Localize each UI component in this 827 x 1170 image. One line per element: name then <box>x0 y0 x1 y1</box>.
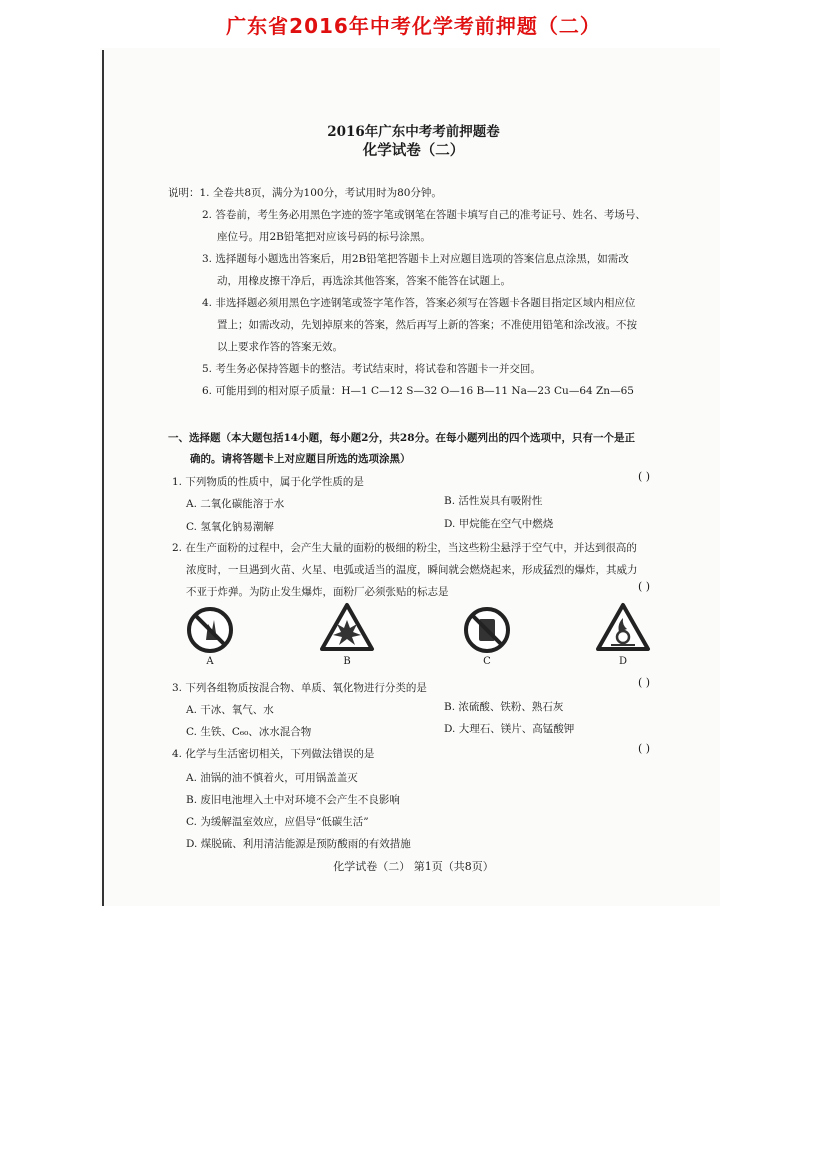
exam-subtitle: 化学试卷（二） <box>362 142 465 159</box>
section-1-heading: 一、选择题（本大题包括14小题，每小题2分，共28分。在每小题列出的四个选项中，只有一个是正 <box>168 432 636 444</box>
q3-option-c: C. 生铁、C₆₀、冰水混合物 <box>186 726 312 738</box>
q4-option-d: D. 煤脱硫、利用清洁能源是预防酸雨的有效措施 <box>186 838 411 850</box>
sign-label-c: C <box>483 656 491 667</box>
q2-stem-line1: 2. 在生产面粉的过程中，会产生大量的面粉的极细的粉尘，当这些粉尘悬浮于空气中，并达到很高的 <box>172 542 637 554</box>
exam-title: 2016年广东中考考前押题卷 <box>327 124 500 140</box>
sign-label-d: D <box>618 656 628 667</box>
explosive-warning-sign-icon <box>319 602 375 652</box>
q4-answer-blank: ( ) <box>638 742 651 755</box>
oxidizer-warning-sign-icon <box>595 602 651 652</box>
q3-option-d: D. 大理石、镁片、高锰酸钾 <box>444 723 575 735</box>
q1-option-b: B. 活性炭具有吸附性 <box>444 495 543 507</box>
q3-option-a: A. 干冰、氧气、水 <box>186 704 274 716</box>
q1-answer-blank: ( ) <box>638 470 651 483</box>
section-1-heading-cont: 确的。请将答题卡上对应题目所选的选项涂黑） <box>190 453 411 465</box>
q2-stem-line2: 浓度时，一旦遇到火苗、火星、电弧或适当的温度，瞬间就会燃烧起来，形成猛烈的爆炸，其威力 <box>186 564 638 576</box>
q1-option-a: A. 二氧化碳能溶于水 <box>186 498 285 510</box>
q2-stem-line3: 不亚于炸弹。为防止发生爆炸，面粉厂必须张贴的标志是 <box>186 586 449 598</box>
instruction-4a: 4. 非选择题必须用黑色字迹钢笔或签字笔作答，答案必须写在答题卡各题目指定区域内相应位 <box>202 297 636 309</box>
instruction-5: 5. 考生务必保持答题卡的整洁。考试结束时，将试卷和答题卡一并交回。 <box>202 363 541 375</box>
instruction-2a: 2. 答卷前，考生务必用黑色字迹的签字笔或钢笔在答题卡填写自己的准考证号、姓名、考场号、 <box>202 209 646 221</box>
q1-option-c: C. 氢氧化钠易潮解 <box>186 521 274 533</box>
document-title: 广东省2016年中考化学考前押题（二） <box>226 14 601 38</box>
instruction-4b: 置上；如需改动，先划掉原来的答案，然后再写上新的答案；不准使用铅笔和涂改液。不按 <box>217 319 637 331</box>
q4-option-c: C. 为缓解温室效应，应倡导“低碳生活” <box>186 816 369 828</box>
sign-label-b: B <box>343 656 351 667</box>
q4-stem: 4. 化学与生活密切相关，下列做法错误的是 <box>172 748 375 760</box>
q3-option-b: B. 浓硫酸、铁粉、熟石灰 <box>444 701 564 713</box>
no-flammable-storage-sign-icon <box>459 604 515 654</box>
q1-option-d: D. 甲烷能在空气中燃烧 <box>444 518 554 530</box>
instruction-1: 说明：1. 全卷共8页，满分为100分，考试用时为80分钟。 <box>168 187 442 199</box>
instruction-4c: 以上要求作答的答案无效。 <box>217 341 343 353</box>
instruction-3b: 动，用橡皮擦干净后，再选涂其他答案，答案不能答在试题上。 <box>217 275 511 287</box>
no-fire-sign-icon <box>182 604 238 654</box>
q4-option-b: B. 废旧电池埋入土中对环境不会产生不良影响 <box>186 794 400 806</box>
binding-margin-line <box>102 50 104 906</box>
instruction-2b: 座位号。用2B铅笔把对应该号码的标号涂黑。 <box>217 231 431 243</box>
q4-option-a: A. 油锅的油不慎着火，可用锅盖盖灭 <box>186 772 358 784</box>
instruction-3a: 3. 选择题每小题选出答案后，用2B铅笔把答题卡上对应题目选项的答案信息点涂黑，如需改 <box>202 253 629 265</box>
instruction-6: 6. 可能用到的相对原子质量：H—1 C—12 S—32 O—16 B—11 Na—23 Cu—64 Zn—65 <box>202 385 634 397</box>
q3-stem: 3. 下列各组物质按混合物、单质、氧化物进行分类的是 <box>172 682 427 694</box>
q2-answer-blank: ( ) <box>638 580 651 593</box>
sign-label-a: A <box>206 656 214 667</box>
q3-answer-blank: ( ) <box>638 676 651 689</box>
q1-stem: 1. 下列物质的性质中，属于化学性质的是 <box>172 476 364 488</box>
page-footer: 化学试卷（二） 第1页（共8页） <box>333 860 494 873</box>
